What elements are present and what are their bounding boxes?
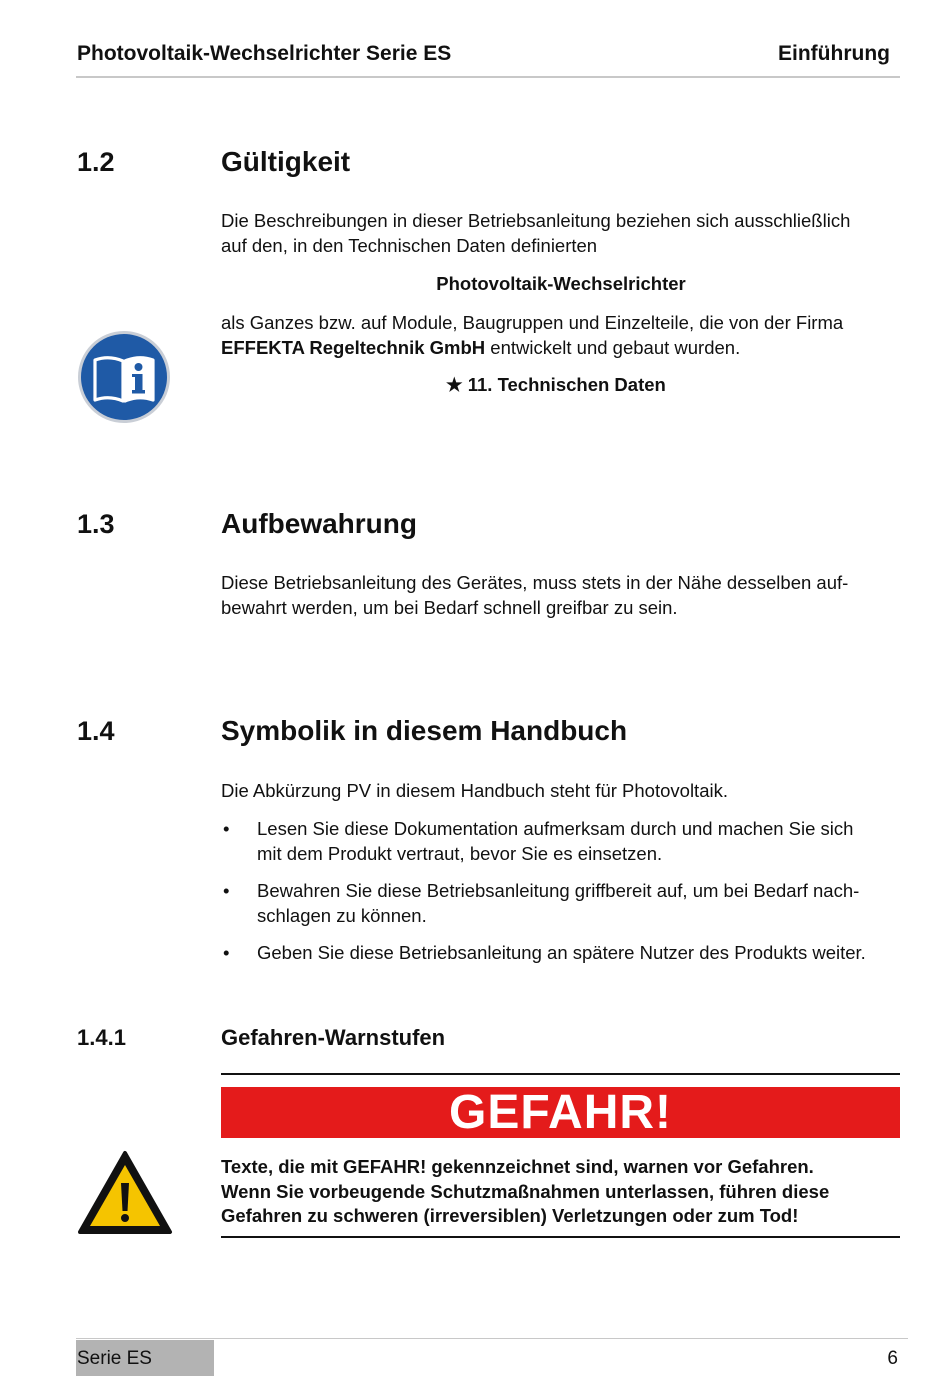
aufbewahrung-paragraph	[221, 571, 891, 620]
bullet-list	[221, 817, 901, 979]
text-line: Diese Betriebsanleitung des Gerätes, muss stets in der Nähe desselben auf-	[221, 572, 849, 593]
header-chapter: Einführung	[778, 42, 890, 65]
warning-triangle-icon	[77, 1150, 173, 1236]
text-line: als Ganzes bzw. auf Module, Baugruppen und Einzelteile, die von der Firma	[221, 312, 844, 333]
danger-top-rule	[221, 1073, 900, 1075]
gueltigkeit-paragraph-2	[221, 311, 891, 360]
star-icon: ★	[446, 374, 463, 395]
header-divider	[76, 76, 900, 78]
list-item	[221, 817, 901, 866]
section-title-aufbewahrung: Aufbewahrung	[221, 508, 417, 539]
footer-divider	[76, 1338, 908, 1339]
info-book-icon	[77, 330, 171, 424]
bullet-marker: •	[223, 880, 230, 901]
text-line: Bewahren Sie diese Betriebsanleitung griffbereit auf, um bei Bedarf nach-	[257, 880, 860, 901]
list-item	[221, 879, 901, 928]
header-title: Photovoltaik-Wechselrichter Serie ES	[77, 42, 452, 65]
text-line: Wenn Sie vorbeugende Schutzmaßnahmen unterlassen, führen diese	[221, 1180, 830, 1202]
text-line: Geben Sie diese Betriebsanleitung an spätere Nutzer des Produkts weiter.	[257, 942, 866, 963]
bullet-marker: •	[223, 818, 230, 839]
list-item	[221, 941, 901, 966]
section-title-symbolik: Symbolik in diesem Handbuch	[221, 715, 628, 746]
bullet-marker: •	[223, 942, 230, 963]
reference-label: 11. Technischen Daten	[467, 374, 666, 395]
company-name: EFFEKTA Regeltechnik GmbH	[221, 336, 486, 358]
section-number-1-3: 1.3	[77, 509, 115, 539]
danger-description	[221, 1155, 900, 1229]
danger-bottom-rule	[221, 1236, 900, 1238]
footer-series: Serie ES	[77, 1348, 152, 1369]
section-number-1-2: 1.2	[77, 147, 115, 177]
text-line: Die Beschreibungen in dieser Betriebsanleitung beziehen sich ausschließlich	[221, 210, 851, 231]
section-number-1-4: 1.4	[77, 716, 115, 746]
text-line: bewahrt werden, um bei Bedarf schnell greifbar zu sein.	[221, 596, 678, 618]
section-title-gueltigkeit: Gültigkeit	[221, 146, 351, 177]
text-line: schlagen zu können.	[257, 904, 427, 926]
text-fragment: entwickelt und gebaut wurden.	[485, 336, 741, 358]
cross-reference[interactable]	[446, 373, 666, 397]
section-title-gefahren-warnstufen: Gefahren-Warnstufen	[221, 1025, 446, 1050]
text-line: Gefahren zu schweren (irreversiblen) Verletzungen oder zum Tod!	[221, 1205, 799, 1226]
page-number: 6	[887, 1348, 898, 1369]
text-line: mit dem Produkt vertraut, bevor Sie es einsetzen.	[257, 842, 663, 864]
gueltigkeit-paragraph-1	[221, 209, 891, 258]
text-line: Texte, die mit GEFAHR! gekennzeichnet sind, warnen vor Gefahren.	[221, 1156, 814, 1177]
symbolik-intro: Die Abkürzung PV in diesem Handbuch steht für Photovoltaik.	[221, 780, 728, 801]
text-line: auf den, in den Technischen Daten definierten	[221, 234, 598, 256]
text-line	[221, 336, 891, 361]
text-line: Lesen Sie diese Dokumentation aufmerksam durch und machen Sie sich	[257, 818, 854, 839]
section-number-1-4-1: 1.4.1	[77, 1025, 126, 1050]
product-name: Photovoltaik-Wechselrichter	[436, 273, 686, 294]
danger-banner: GEFAHR!	[221, 1087, 900, 1138]
